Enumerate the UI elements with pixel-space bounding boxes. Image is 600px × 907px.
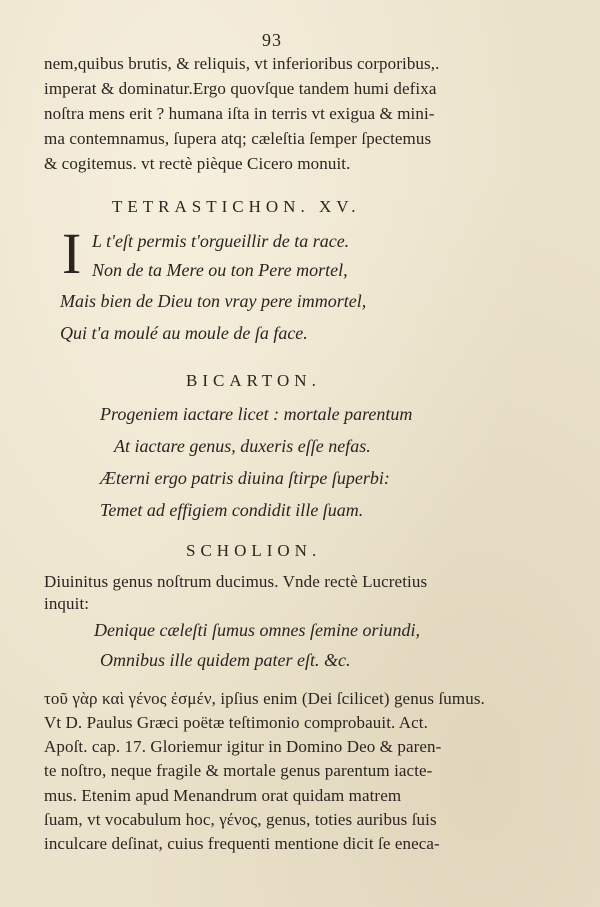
verse-line: L t'eſt permis t'orgueillir de ta race. bbox=[92, 231, 350, 251]
scholion-line: Vt D. Paulus Græci poëtæ teſtimonio comprobauit. Act. bbox=[44, 713, 428, 732]
verse-line: Non de ta Mere ou ton Pere mortel, bbox=[92, 260, 348, 280]
scholion-line: τοῦ γὰρ καὶ γένος ἐσμέν, ipſius enim (Dei ſcilicet) genus ſumus. bbox=[44, 689, 485, 708]
scholion-line: Apoſt. cap. 17. Gloriemur igitur in Domino Deo & paren- bbox=[44, 737, 442, 756]
verse-line: At iactare genus, duxeris eſſe nefas. bbox=[114, 436, 371, 456]
quote-line: Denique cæleſti ſumus omnes ſemine oriundi, bbox=[94, 620, 420, 640]
quote-line: Omnibus ille quidem pater eſt. &c. bbox=[100, 650, 351, 670]
tetrastichon-heading: TETRASTICHON. XV. bbox=[112, 197, 361, 216]
bicarton-heading: BICARTON. bbox=[186, 371, 321, 390]
verse-line: Æterni ergo patris diuina ſtirpe ſuperbi: bbox=[100, 468, 390, 488]
paragraph-line: imperat & dominatur.Ergo quovſque tandem humi defixa bbox=[44, 79, 437, 98]
scholion-line: mus. Etenim apud Menandrum orat quidam matrem bbox=[44, 786, 402, 805]
scholion-line: inquit: bbox=[44, 594, 90, 613]
scholion-heading: SCHOLION. bbox=[186, 541, 322, 560]
scholion-line: te noſtro, neque fragile & mortale genus parentum iacte- bbox=[44, 761, 433, 780]
paragraph-line: nem,quibus brutis, & reliquis, vt inferioribus corporibus,. bbox=[44, 54, 440, 73]
verse-line: Mais bien de Dieu ton vray pere immortel, bbox=[60, 291, 367, 311]
drop-initial: I bbox=[62, 221, 82, 286]
verse-line: Qui t'a moulé au moule de ſa face. bbox=[60, 323, 308, 343]
verse-line: Progeniem iactare licet : mortale parentum bbox=[100, 404, 413, 424]
scholion-line: Diuinitus genus noſtrum ducimus. Vnde rectè Lucretius bbox=[44, 572, 428, 591]
verse-line: Temet ad effigiem condidit ille ſuam. bbox=[100, 500, 364, 520]
paragraph-line: noſtra mens erit ? humana iſta in terris vt exigua & mini- bbox=[44, 104, 435, 123]
page-number: 93 bbox=[262, 30, 282, 50]
paragraph-line: & cogitemus. vt rectè pièque Cicero monuit. bbox=[44, 154, 351, 173]
scholion-line: inculcare deſinat, cuius frequenti mentione dicit ſe eneca- bbox=[44, 834, 440, 853]
paragraph-line: ma contemnamus, ſupera atq; cæleſtia ſemper ſpectemus bbox=[44, 129, 432, 148]
scholion-line: ſuam, vt vocabulum hoc, γένος, genus, toties auribus ſuis bbox=[44, 810, 437, 829]
